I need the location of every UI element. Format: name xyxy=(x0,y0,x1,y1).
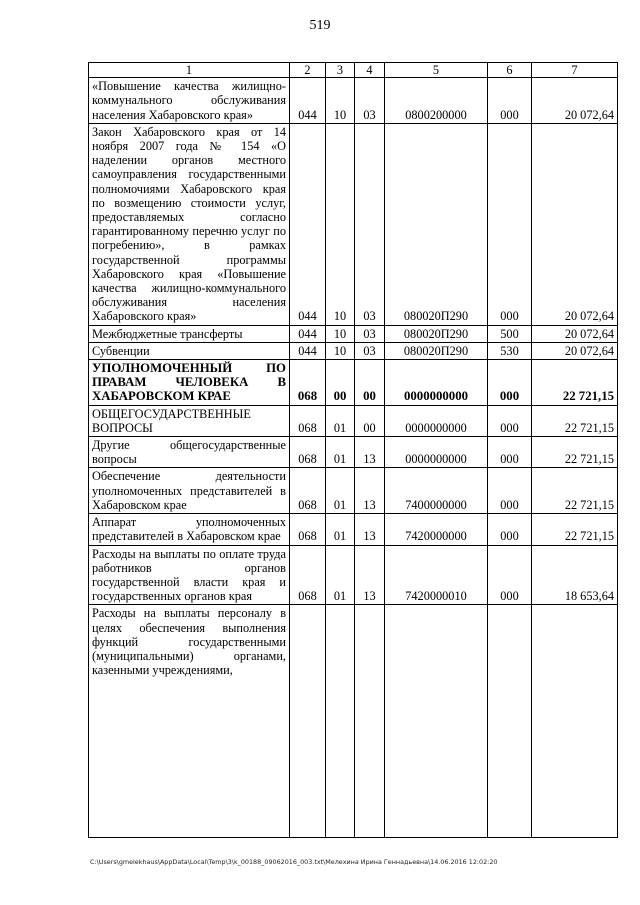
amount: 22 721,15 xyxy=(532,514,618,545)
amount: 18 653,64 xyxy=(532,545,618,605)
subsection-code: 13 xyxy=(355,468,385,514)
table-row xyxy=(89,123,618,325)
expense-type-code: 500 xyxy=(488,325,532,342)
amount: 20 072,64 xyxy=(532,325,618,342)
column-header: 3 xyxy=(326,63,355,78)
chapter-code: 10 xyxy=(326,342,355,359)
amount: 22 721,15 xyxy=(532,360,618,406)
table-row xyxy=(89,360,618,406)
target-code: 0000000000 xyxy=(385,405,488,436)
row-name: Обеспечение деятельности уполномоченных представителей в Хабаровском крае xyxy=(89,468,290,514)
table-row xyxy=(89,342,618,359)
subsection-code: 03 xyxy=(355,123,385,325)
table-row xyxy=(89,325,618,342)
subsection-code: 13 xyxy=(355,545,385,605)
column-header: 7 xyxy=(532,63,618,78)
header-row xyxy=(89,63,618,78)
chapter-code: 01 xyxy=(326,405,355,436)
row-name: Аппарат уполномоченных представителей в Хабаровском крае xyxy=(89,514,290,545)
column-header: 5 xyxy=(385,63,488,78)
target-code: 080020П290 xyxy=(385,123,488,325)
table-row xyxy=(89,405,618,436)
section-code: 044 xyxy=(290,123,326,325)
subsection-code: 03 xyxy=(355,342,385,359)
section-code: 068 xyxy=(290,360,326,406)
table-row xyxy=(89,78,618,124)
chapter-code: 01 xyxy=(326,545,355,605)
expense-type-code: 000 xyxy=(488,78,532,124)
subsection-code xyxy=(355,605,385,838)
target-code: 7420000010 xyxy=(385,545,488,605)
section-code: 044 xyxy=(290,325,326,342)
amount xyxy=(532,605,618,838)
subsection-code: 03 xyxy=(355,325,385,342)
chapter-code: 01 xyxy=(326,437,355,468)
chapter-code: 01 xyxy=(326,514,355,545)
column-header: 4 xyxy=(355,63,385,78)
section-code: 068 xyxy=(290,437,326,468)
section-code: 068 xyxy=(290,545,326,605)
target-code: 0800200000 xyxy=(385,78,488,124)
chapter-code: 01 xyxy=(326,468,355,514)
row-name: «Повышение качества жилищно-коммунального обслуживания населения Хабаровского края» xyxy=(89,78,290,124)
chapter-code: 10 xyxy=(326,123,355,325)
subsection-code: 03 xyxy=(355,78,385,124)
row-name: УПОЛНОМОЧЕННЫЙ ПО ПРАВАМ ЧЕЛОВЕКА В ХАБАРОВСКОМ КРАЕ xyxy=(89,360,290,406)
expense-type-code: 000 xyxy=(488,360,532,406)
row-name: Межбюджетные трансферты xyxy=(89,325,290,342)
subsection-code: 00 xyxy=(355,405,385,436)
section-code: 068 xyxy=(290,514,326,545)
expense-type-code: 000 xyxy=(488,123,532,325)
table-row xyxy=(89,605,618,838)
table-row xyxy=(89,437,618,468)
row-name: Другие общегосударственные вопросы xyxy=(89,437,290,468)
section-code xyxy=(290,605,326,838)
row-name: Закон Хабаровского края от 14 ноября 2007 года № 154 «О наделении органов местного самоуправления государственными полномочиями Хабаровского края по возмещению стоимости услуг, предоставляемых согласно гарантированному перечню услуг по погребению», в рамках государственной программы Хабаровского края «Повышение качества жилищно-коммунального обслуживания населения Хабаровского края» xyxy=(89,123,290,325)
target-code: 080020П290 xyxy=(385,342,488,359)
row-name: Субвенции xyxy=(89,342,290,359)
column-header: 2 xyxy=(290,63,326,78)
expense-type-code: 000 xyxy=(488,405,532,436)
row-name: Расходы на выплаты по оплате труда работников органов государственной власти края и государственных органов края xyxy=(89,545,290,605)
file-path-footer: C:\Users\gmelekhaus\AppData\Local\Temp\3\k_00188_09062016_003.txt\Мелехина Ирина Геннадьевна\14.06.2016 12:02:20 xyxy=(90,858,498,866)
section-code: 068 xyxy=(290,405,326,436)
chapter-code xyxy=(326,605,355,838)
target-code: 0000000000 xyxy=(385,360,488,406)
subsection-code: 13 xyxy=(355,437,385,468)
page-number: 519 xyxy=(309,18,331,33)
chapter-code: 00 xyxy=(326,360,355,406)
table-row xyxy=(89,468,618,514)
chapter-code: 10 xyxy=(326,325,355,342)
amount: 22 721,15 xyxy=(532,468,618,514)
subsection-code: 13 xyxy=(355,514,385,545)
amount: 20 072,64 xyxy=(532,342,618,359)
target-code: 7420000000 xyxy=(385,514,488,545)
amount: 20 072,64 xyxy=(532,123,618,325)
amount: 22 721,15 xyxy=(532,437,618,468)
table-row xyxy=(89,514,618,545)
table-row xyxy=(89,545,618,605)
section-code: 068 xyxy=(290,468,326,514)
target-code: 7400000000 xyxy=(385,468,488,514)
row-name: Расходы на выплаты персоналу в целях обеспечения выполнения функций государственными (муниципальными) органами, казенными учреждениями, xyxy=(89,605,290,838)
section-code: 044 xyxy=(290,342,326,359)
column-header: 1 xyxy=(89,63,290,78)
budget-table xyxy=(88,62,618,838)
subsection-code: 00 xyxy=(355,360,385,406)
expense-type-code: 000 xyxy=(488,545,532,605)
target-code: 0000000000 xyxy=(385,437,488,468)
row-name: ОБЩЕГОСУДАРСТВЕННЫЕ ВОПРОСЫ xyxy=(89,405,290,436)
chapter-code: 10 xyxy=(326,78,355,124)
expense-type-code: 000 xyxy=(488,437,532,468)
amount: 22 721,15 xyxy=(532,405,618,436)
column-header: 6 xyxy=(488,63,532,78)
expense-type-code: 530 xyxy=(488,342,532,359)
section-code: 044 xyxy=(290,78,326,124)
expense-type-code xyxy=(488,605,532,838)
expense-type-code: 000 xyxy=(488,468,532,514)
expense-type-code: 000 xyxy=(488,514,532,545)
target-code xyxy=(385,605,488,838)
amount: 20 072,64 xyxy=(532,78,618,124)
target-code: 080020П290 xyxy=(385,325,488,342)
